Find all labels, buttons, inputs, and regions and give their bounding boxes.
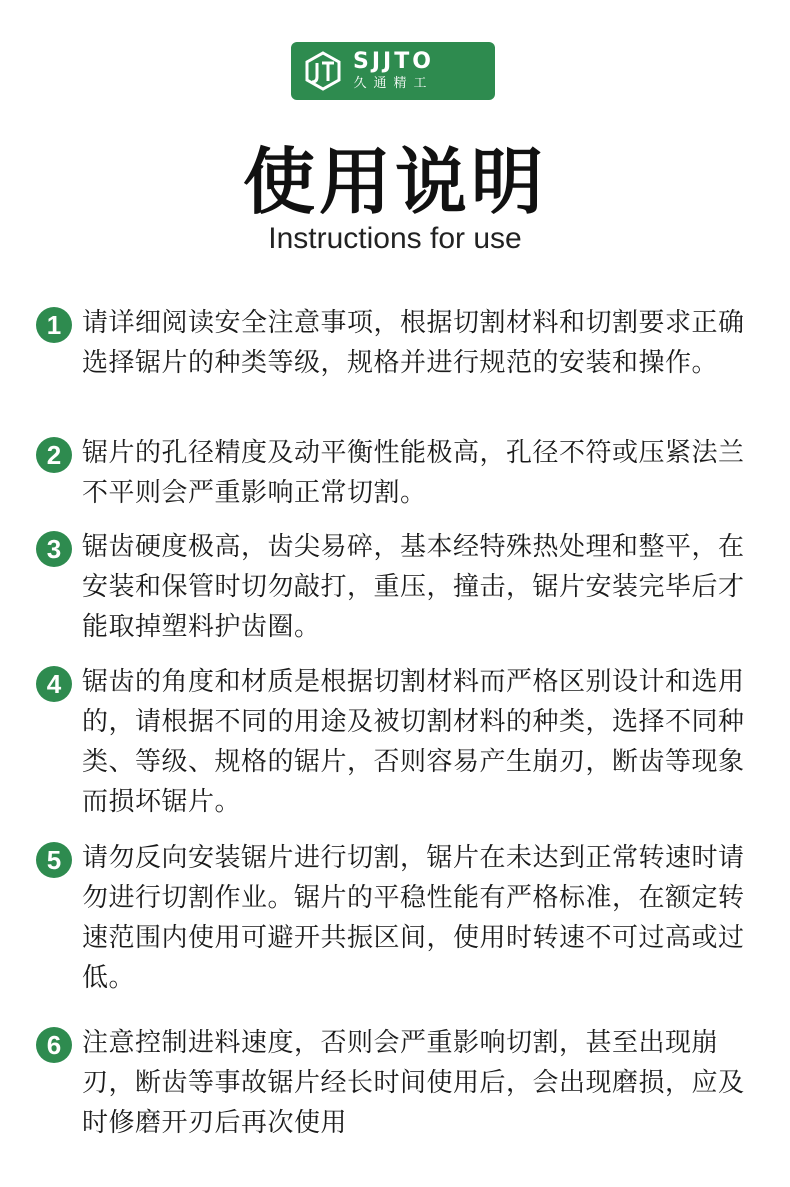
instruction-item-6 (36, 1023, 766, 1143)
number-badge: 1 (36, 307, 72, 343)
brand-logo (291, 42, 495, 100)
logo-emblem-icon (303, 51, 343, 91)
instruction-item-5 (36, 838, 766, 998)
instruction-text: 锯齿的角度和材质是根据切割材料而严格区别设计和选用的，请根据不同的用途及被切割材料的种类，选择不同种类、等级、规格的锯片，否则容易产生崩刃，断齿等现象而损坏锯片。 (82, 667, 745, 817)
page-title: 使用说明 (242, 140, 547, 224)
instruction-text: 请勿反向安装锯片进行切割，锯片在未达到正常转速时请勿进行切割作业。锯片的平稳性能有严格标准，在额定转速范围内使用可避开共振区间，使用时转速不可过高或过低。 (82, 843, 745, 993)
logo-text (353, 50, 434, 92)
number-badge: 2 (36, 437, 72, 473)
number-badge: 5 (36, 842, 72, 878)
instruction-text: 请详细阅读安全注意事项，根据切割材料和切割要求正确选择锯片的种类等级，规格并进行规范的安装和操作。 (82, 308, 745, 378)
instruction-text: 锯片的孔径精度及动平衡性能极高，孔径不符或压紧法兰不平则会严重影响正常切割。 (82, 438, 745, 508)
instruction-item-2 (36, 433, 766, 513)
number-badge: 4 (36, 666, 72, 702)
instruction-item-1 (36, 303, 766, 383)
number-badge: 3 (36, 531, 72, 567)
logo-wordmark: SJJTO (353, 49, 434, 74)
instruction-item-4 (36, 662, 766, 822)
number-badge: 6 (36, 1027, 72, 1063)
instruction-text: 注意控制进料速度，否则会严重影响切割，甚至出现崩刃，断齿等事故锯片经长时间使用后，会出现磨损，应及时修磨开刃后再次使用 (82, 1028, 745, 1138)
instruction-text: 锯齿硬度极高，齿尖易碎，基本经特殊热处理和整平，在安装和保管时切勿敲打，重压，撞击，锯片安装完毕后才能取掉塑料护齿圈。 (82, 532, 745, 642)
logo-chinese-name: 久通精工 (353, 76, 434, 91)
page-subtitle: Instructions for use (268, 222, 522, 255)
instruction-item-3 (36, 527, 766, 647)
